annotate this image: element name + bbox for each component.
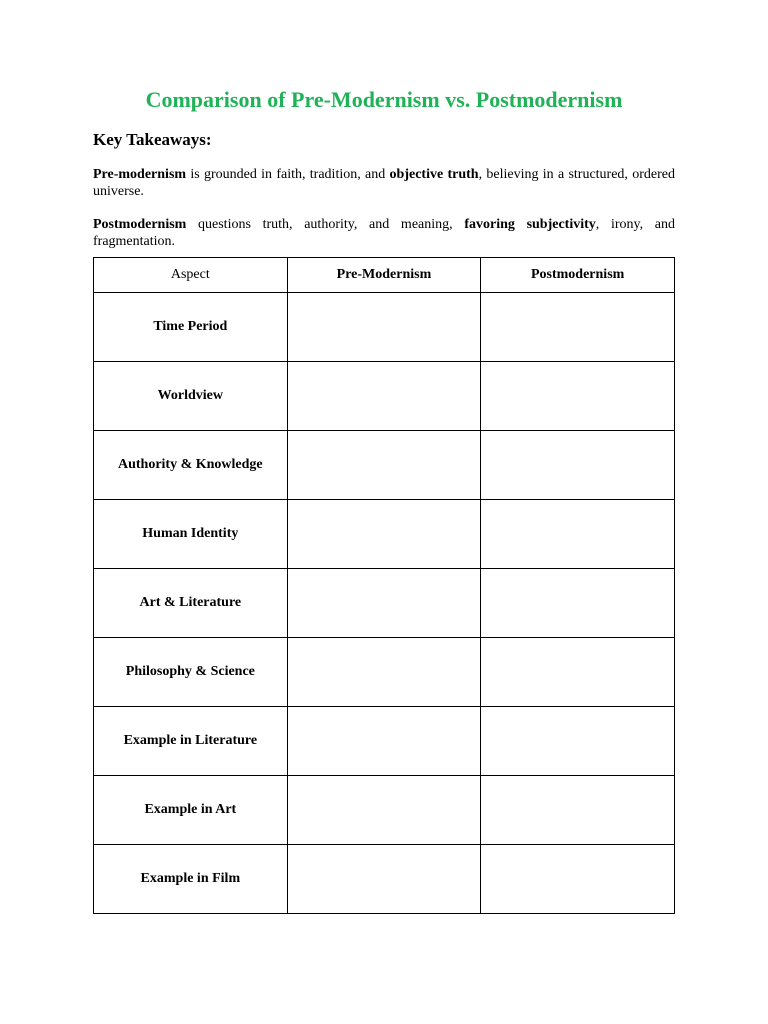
- aspect-cell: Worldview: [94, 362, 288, 431]
- favoring-subjectivity-phrase: favoring subjectivity: [464, 217, 596, 232]
- postmodernism-cell[interactable]: [481, 431, 675, 500]
- table-row: [94, 431, 675, 500]
- table-header-row: [94, 258, 675, 293]
- pre-modernism-cell[interactable]: [287, 500, 481, 569]
- aspect-cell: Example in Literature: [94, 707, 288, 776]
- aspect-cell: Example in Art: [94, 776, 288, 845]
- postmodernism-term: Postmodernism: [93, 217, 187, 232]
- aspect-cell: Time Period: [94, 293, 288, 362]
- key-takeaways-heading: Key Takeaways:: [93, 130, 212, 149]
- header-aspect: Aspect: [94, 258, 288, 293]
- table-row: [94, 569, 675, 638]
- postmodernism-text-2: , irony, and fragmentation.: [93, 217, 676, 249]
- pre-modernism-cell[interactable]: [287, 293, 481, 362]
- postmodernism-text-1: questions truth, authority, and meaning,: [186, 217, 465, 232]
- premodernism-term: Pre-modernism: [93, 167, 187, 182]
- postmodernism-cell[interactable]: [481, 500, 675, 569]
- postmodernism-cell[interactable]: [481, 845, 675, 914]
- comparison-table: [93, 257, 675, 914]
- table-row: [94, 293, 675, 362]
- header-pre-modernism: Pre-Modernism: [287, 258, 481, 293]
- aspect-cell: Example in Film: [94, 845, 288, 914]
- table-row: [94, 776, 675, 845]
- pre-modernism-cell[interactable]: [287, 707, 481, 776]
- aspect-cell: Human Identity: [94, 500, 288, 569]
- aspect-cell: Art & Literature: [94, 569, 288, 638]
- premodernism-text-1: is grounded in faith, tradition, and: [186, 167, 390, 182]
- objective-truth-phrase: objective truth: [389, 167, 479, 182]
- aspect-cell: Authority & Knowledge: [94, 431, 288, 500]
- pre-modernism-cell[interactable]: [287, 431, 481, 500]
- postmodernism-cell[interactable]: [481, 362, 675, 431]
- pre-modernism-cell[interactable]: [287, 569, 481, 638]
- postmodernism-cell[interactable]: [481, 776, 675, 845]
- postmodernism-cell[interactable]: [481, 569, 675, 638]
- aspect-cell: Philosophy & Science: [94, 638, 288, 707]
- pre-modernism-cell[interactable]: [287, 845, 481, 914]
- postmodernism-cell[interactable]: [481, 707, 675, 776]
- pre-modernism-cell[interactable]: [287, 362, 481, 431]
- premodernism-paragraph: [93, 166, 675, 200]
- table-row: [94, 845, 675, 914]
- table-row: [94, 707, 675, 776]
- table-row: [94, 638, 675, 707]
- premodernism-text-2: , believing in a structured, ordered universe.: [93, 167, 675, 199]
- table-row: [94, 500, 675, 569]
- postmodernism-cell[interactable]: [481, 638, 675, 707]
- header-postmodernism: Postmodernism: [481, 258, 675, 293]
- table-body: [94, 293, 675, 914]
- pre-modernism-cell[interactable]: [287, 776, 481, 845]
- page-title: Comparison of Pre-Modernism vs. Postmodernism: [145, 87, 623, 112]
- table-row: [94, 362, 675, 431]
- postmodernism-cell[interactable]: [481, 293, 675, 362]
- pre-modernism-cell[interactable]: [287, 638, 481, 707]
- postmodernism-paragraph: [93, 216, 675, 250]
